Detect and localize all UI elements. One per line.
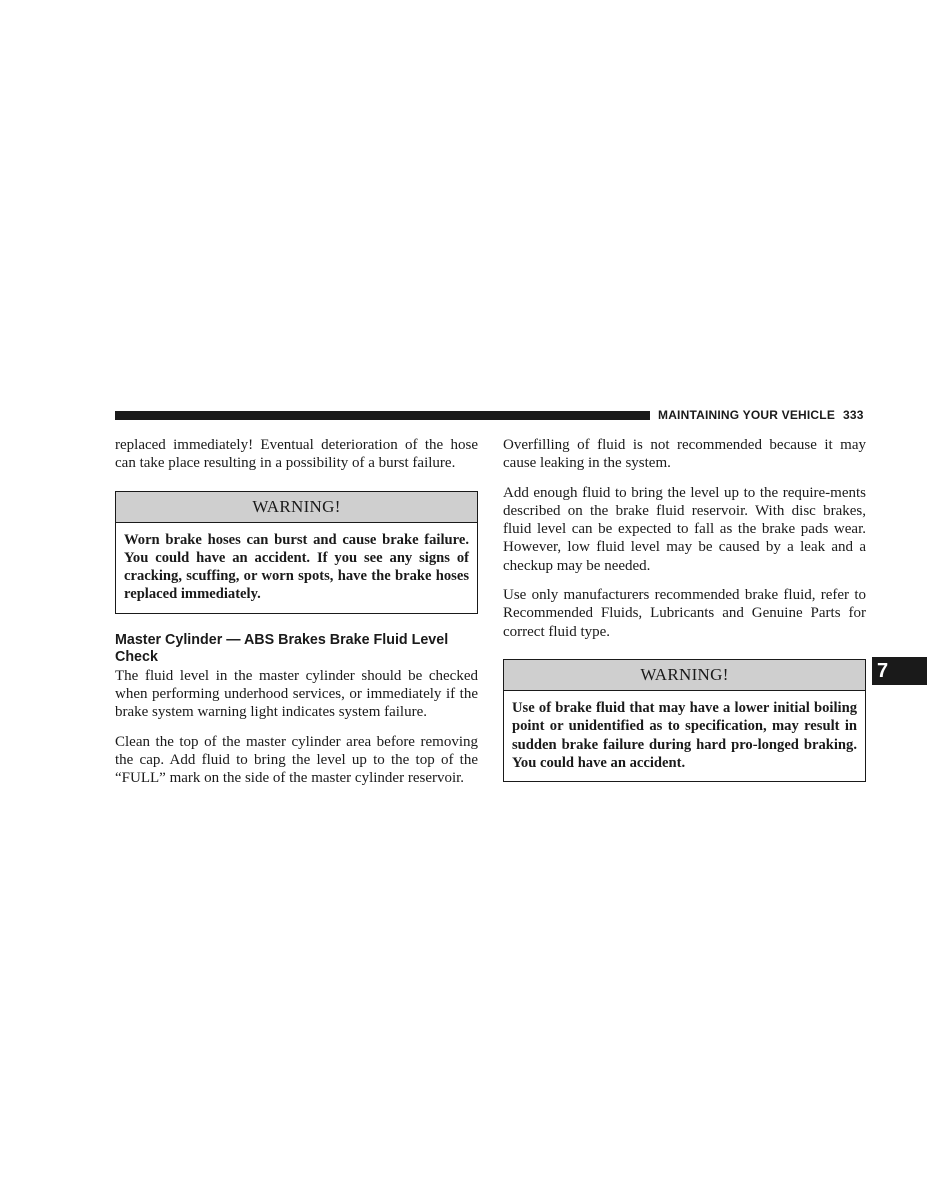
warning-text: Use of brake fluid that may have a lower initial boiling point or unidentified as to specification, may result in sudden brake failure during hard pro-longed braking. You could have an accident. bbox=[512, 699, 857, 771]
right-column bbox=[503, 436, 866, 800]
intro-paragraph: replaced immediately! Eventual deterioration of the hose can take place resulting in a possibility of a burst failure. bbox=[115, 437, 478, 472]
paragraph-add-fluid: Add enough fluid to bring the level up to the require-ments described on the brake fluid reservoir. With disc brakes, fluid level can be expected to fall as the brake pads wear. However, low fluid level may be caused by a leak and a checkup may be needed. bbox=[503, 484, 866, 574]
warning-title: WARNING! bbox=[504, 660, 865, 691]
left-column bbox=[115, 436, 478, 799]
paragraph-overfilling: Overfilling of fluid is not recommended because it may cause leaking in the system. bbox=[503, 437, 866, 472]
warning-box-hoses bbox=[115, 491, 478, 614]
header-rule bbox=[115, 411, 650, 420]
page-number: 333 bbox=[843, 408, 864, 422]
warning-text: Worn brake hoses can burst and cause brake failure. You could have an accident. If you see any signs of cracking, scuffing, or worn spots, have the brake hoses replaced immediately. bbox=[124, 531, 469, 603]
paragraph-fluid-level: The fluid level in the master cylinder should be checked when performing underhood services, or immediately if the brake system warning light indicates system failure. bbox=[115, 667, 478, 721]
paragraph-clean-cap: Clean the top of the master cylinder area before removing the cap. Add fluid to bring the level up to the top of the “FULL” mark on the side of the master cylinder reservoir. bbox=[115, 733, 478, 787]
paragraph-recommended-fluid: Use only manufacturers recommended brake fluid, refer to Recommended Fluids, Lubricants and Genuine Parts for correct fluid type. bbox=[503, 587, 866, 640]
chapter-tab: 7 bbox=[872, 657, 927, 685]
warning-title: WARNING! bbox=[116, 492, 477, 523]
section-title: MAINTAINING YOUR VEHICLE bbox=[658, 408, 836, 422]
subheading-master-cylinder: Master Cylinder — ABS Brakes Brake Fluid Level Check bbox=[115, 631, 449, 665]
running-header bbox=[658, 408, 868, 422]
warning-box-fluid bbox=[503, 659, 866, 782]
